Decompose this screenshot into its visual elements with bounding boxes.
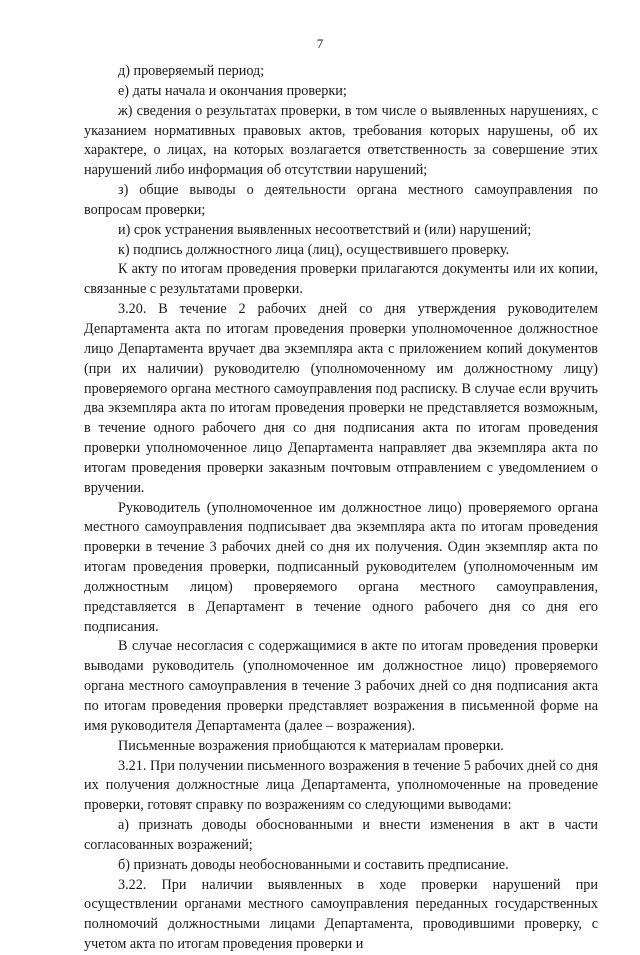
paragraph-3-20: 3.20. В течение 2 рабочих дней со дня утверждения руководителем Департамента акта по итогам проведения проверки уполномоченное должностное лицо Департамента вручает два экземпляра акта с приложением копий документов (при их наличии) руководителю (уполномоченному им должностному лицу) проверяемого органа местного самоуправления под расписку. В случае если вручить два экземпляра акта по итогам проведения проверки не представляется возможным, в течение одного рабочего дня со дня подписания акта по итогам проведения проверки уполномоченное лицо Департамента направляет два экземпляра акта по итогам проведения проверки заказным почтовым отправлением с уведомлением о вручении. <box>84 301 598 496</box>
page-number: 7 <box>316 36 324 51</box>
paragraph-objections-attached: Письменные возражения приобщаются к материалам проверки. <box>118 737 504 754</box>
list-item-i: и) срок устранения выявленных несоответствий и (или) нарушений; <box>118 221 532 238</box>
list-item-e: е) даты начала и окончания проверки; <box>118 82 347 99</box>
paragraph-objections: В случае несогласия с содержащимися в акте по итогам проведения проверки выводами руководитель (уполномоченное им должностное лицо) проверяемого органа местного самоуправления в течение 3 рабочих дней со дня подписания акта по итогам проведения проверки представляет возражения в письменной форме на имя руководителя Департамента (далее – возражения). <box>84 638 598 734</box>
paragraph-3-22: 3.22. При наличии выявленных в ходе проверки нарушений при осуществлении органами местного самоуправления переданных государственных полномочий должностными лицами Департамента, проводившими проверку, с учетом акта по итогам проведения проверки и <box>84 876 598 953</box>
paragraph-3-21: 3.21. При получении письменного возражения в течение 5 рабочих дней со дня их получения должностные лица Департамента, уполномоченные на проведение проверки, готовят справку по возражениям со следующими выводами: <box>84 757 598 814</box>
list-item-b: б) признать доводы необоснованными и составить предписание. <box>118 856 509 873</box>
list-item-zh: ж) сведения о результатах проверки, в том числе о выявленных нарушениях, с указанием нормативных правовых актов, требования которых нарушены, об их характере, о лицах, на которых возлагается ответственность за совершение этих нарушений либо информация об отсутствии нарушений; <box>84 102 598 179</box>
list-item-a: а) признать доводы обоснованными и внести изменения в акт в части согласованных возражений; <box>84 817 598 853</box>
paragraph-head-signs: Руководитель (уполномоченное им должностное лицо) проверяемого органа местного самоуправления подписывает два экземпляра акта по итогам проведения проверки в течение 3 рабочих дней со дня их получения. Один экземпляр акта по итогам проведения проверки, подписанный руководителем (уполномоченным им должностным лицом) проверяемого органа местного самоуправления, представляется в Департамент в течение одного рабочего дня со дня его подписания. <box>84 499 598 635</box>
list-item-z: з) общие выводы о деятельности органа местного самоуправления по вопросам проверки; <box>84 182 598 218</box>
paragraph-attachments: К акту по итогам проведения проверки прилагаются документы или их копии, связанные с результатами проверки. <box>84 261 598 298</box>
list-item-k: к) подпись должностного лица (лиц), осуществившего проверку. <box>118 241 510 258</box>
list-item-d: д) проверяемый период; <box>118 63 265 79</box>
document-body <box>84 62 598 955</box>
